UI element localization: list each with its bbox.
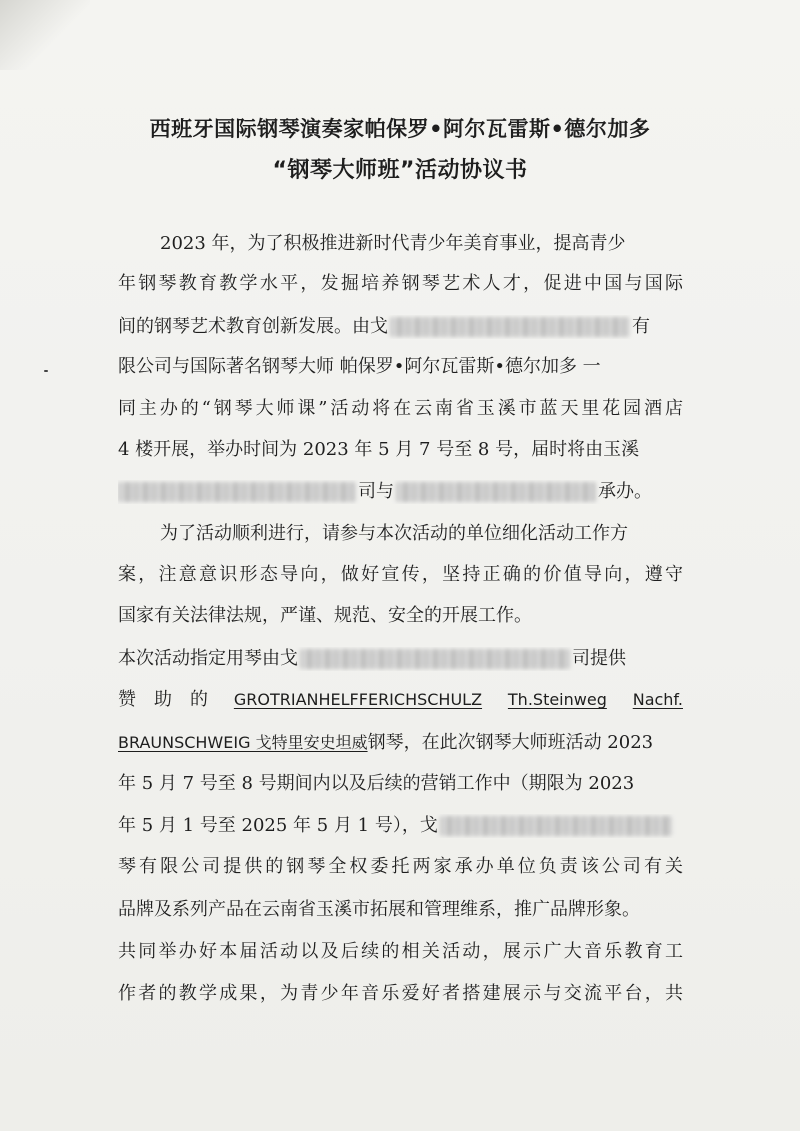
- redacted-company-name: [396, 482, 596, 502]
- paragraph-3-line-5: [118, 814, 683, 838]
- brand-name: Nachf.: [632, 690, 683, 709]
- text-segment: 年 5 月 1 号至 2025 年 5 月 1 号），戈: [118, 815, 438, 836]
- paragraph-1-line-6: 4 楼开展，举办时间为 2023 年 5 月 7 号至 8 号，届时将由玉溪: [118, 439, 640, 460]
- text-segment: 间的钢琴艺术教育创新发展。由戈: [118, 316, 388, 337]
- paragraph-3-line-4: 年 5 月 7 号至 8 号期间内以及后续的营销工作中（期限为 2023: [118, 773, 635, 794]
- paragraph-1-line-5: 同主办的“钢琴大师课”活动将在云南省玉溪市蓝天里花园酒店: [118, 398, 683, 419]
- redacted-company-name: [300, 649, 570, 669]
- page-corner-fold: [0, 0, 90, 70]
- text-segment: 司与: [358, 481, 394, 502]
- paragraph-3-line-2: [118, 688, 683, 712]
- text-segment: 本次活动指定用琴由戈: [118, 648, 298, 669]
- scan-mark: [44, 370, 48, 372]
- paragraph-1-line-2: 年钢琴教育教学水平，发掘培养钢琴艺术人才，促进中国与国际: [118, 273, 683, 294]
- paragraph-3-line-8: 共同举办好本届活动以及后续的相关活动，展示广大音乐教育工: [118, 941, 683, 962]
- brand-name: GROTRIANHELFFERICHSCHULZ: [233, 690, 483, 709]
- paragraph-2-line-2: 案，注意意识形态导向，做好宣传，坚持正确的价值导向，遵守: [118, 564, 683, 585]
- paragraph-2-line-3: 国家有关法律法规，严谨、规范、安全的开展工作。: [118, 605, 532, 626]
- redacted-company-name: [390, 317, 630, 337]
- paragraph-1-line-7: [118, 480, 683, 504]
- paragraph-3-line-1: [118, 647, 688, 671]
- paragraph-3-line-7: 品牌及系列产品在云南省玉溪市拓展和管理维系，推广品牌形象。: [118, 899, 640, 920]
- paragraph-2-line-1: 为了活动顺利进行，请参与本次活动的单位细化活动工作方: [160, 523, 628, 544]
- paragraph-3-line-9: 作者的教学成果，为青少年音乐爱好者搭建展示与交流平台，共: [118, 983, 683, 1004]
- paragraph-1-line-3: [118, 315, 683, 339]
- paragraph-3-line-6: 琴有限公司提供的钢琴全权委托两家承办单位负责该公司有关: [118, 856, 683, 877]
- document-title-line-2: “钢琴大师班”活动协议书: [272, 158, 528, 183]
- redacted-company-name: [440, 816, 672, 836]
- text-segment: 钢琴，在此次钢琴大师班活动 2023: [367, 732, 654, 753]
- paragraph-1-line-4: 限公司与国际著名钢琴大师 帕保罗•阿尔瓦雷斯•德尔加多 一: [118, 356, 601, 377]
- document-title-line-1: 西班牙国际钢琴演奏家帕保罗•阿尔瓦雷斯•德尔加多: [149, 117, 651, 141]
- paragraph-3-line-3: [118, 731, 688, 755]
- text-segment: 承办。: [598, 481, 652, 502]
- text-segment: 赞 助 的: [118, 689, 208, 710]
- paragraph-1-line-1: 2023 年，为了积极推进新时代青少年美育事业，提高青少: [160, 233, 626, 254]
- brand-name: Th.Steinweg: [507, 690, 607, 709]
- text-segment: 司提供: [572, 648, 626, 669]
- redacted-company-name: [118, 482, 356, 502]
- text-segment: 有: [632, 316, 650, 337]
- brand-name: BRAUNSCHWEIG 戈特里安史坦威: [118, 733, 368, 752]
